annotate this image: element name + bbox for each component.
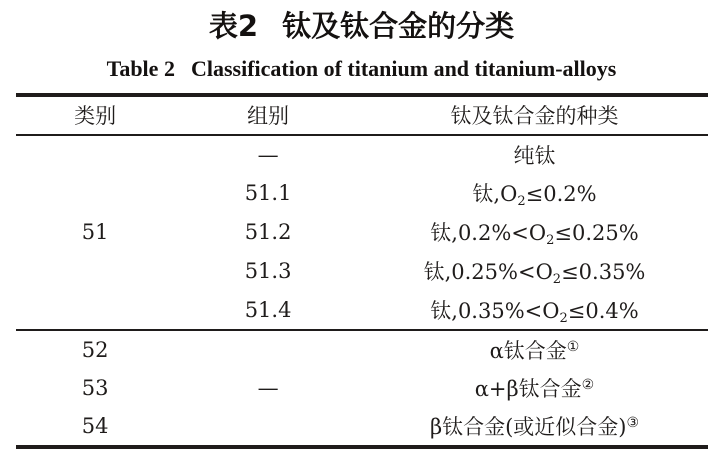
cell-group: 51.2 <box>244 220 292 245</box>
cell-group: 51.4 <box>244 297 292 322</box>
table-row-alpha-beta-alloy <box>16 369 708 408</box>
oxygen-subscript: 2 <box>517 194 526 210</box>
header-kind: 钛及钛合金的种类 <box>450 104 619 129</box>
kind-text: 钛,0.35%<O <box>430 298 560 323</box>
kind-text: ≤0.25% <box>554 221 639 246</box>
kind-text: β钛合金(或近似合金) <box>429 415 627 440</box>
table-title-en-text: Classification of titanium and titanium-alloys <box>190 56 617 82</box>
oxygen-subscript: 2 <box>559 310 568 326</box>
cell-kind <box>361 213 707 252</box>
kind-text: α+β钛合金 <box>474 377 582 402</box>
kind-text: 钛,0.2%<O <box>430 221 547 246</box>
footnote-mark-3: ③ <box>626 415 640 432</box>
table-row-beta-alloy <box>16 408 708 447</box>
cell-group: 51.3 <box>244 259 292 284</box>
table-title-zh-text: 钛及钛合金的分类 <box>282 9 515 43</box>
cell-group-dash: — <box>257 142 279 167</box>
table-title-zh <box>0 0 723 43</box>
kind-text: ≤0.4% <box>567 298 639 323</box>
kind-text: α钛合金 <box>489 338 567 363</box>
table-header-row <box>16 95 708 135</box>
cell-kind <box>361 252 707 291</box>
cell-group: 51.1 <box>244 181 292 206</box>
cell-kind <box>361 291 707 330</box>
cell-category-53: 53 <box>81 376 109 401</box>
table-title-en-label: Table 2 <box>106 56 175 82</box>
table-title-en <box>0 57 723 81</box>
table-title-zh-label: 表2 <box>208 9 259 43</box>
kind-text: 纯钛 <box>513 143 556 168</box>
cell-kind <box>361 408 707 447</box>
cell-kind <box>361 135 707 174</box>
classification-table <box>16 93 708 449</box>
header-category: 类别 <box>74 104 117 129</box>
table-row-pure-ti <box>16 135 708 174</box>
kind-text: ≤0.2% <box>525 182 597 207</box>
footnote-mark-2: ② <box>581 377 595 394</box>
table-row-alpha-alloy <box>16 330 708 369</box>
kind-text: 钛,0.25%<O <box>423 260 553 285</box>
oxygen-subscript: 2 <box>552 272 562 288</box>
cell-category-54: 54 <box>81 414 109 439</box>
cell-kind <box>361 330 707 369</box>
cell-category-52: 52 <box>16 330 175 369</box>
kind-text: ≤0.35% <box>561 260 646 285</box>
cell-group-dash: — <box>175 330 362 447</box>
kind-text: 钛,O <box>472 182 518 207</box>
cell-kind <box>361 174 707 213</box>
header-group: 组别 <box>247 104 290 129</box>
cell-category-51: 51 <box>81 220 109 245</box>
footnote-mark-1: ① <box>566 338 580 355</box>
oxygen-subscript: 2 <box>546 233 555 249</box>
cell-kind <box>361 369 707 408</box>
